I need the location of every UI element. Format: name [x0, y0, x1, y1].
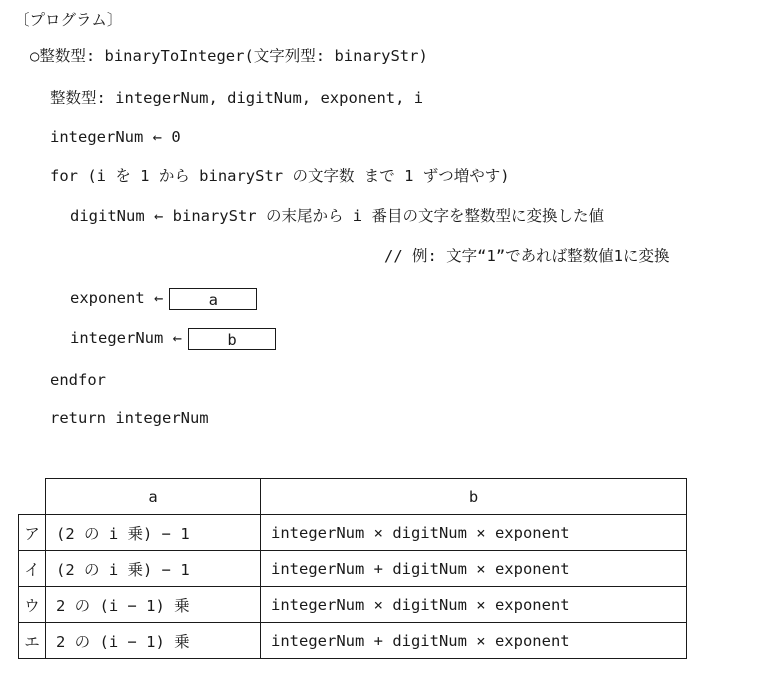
exponent-assign: exponent ← — [70, 289, 164, 307]
table-row — [19, 551, 687, 587]
code-return-line: return integerNum — [50, 409, 209, 427]
code-function-declaration: ○整数型: binaryToInteger(文字列型: binaryStr) — [30, 47, 428, 65]
code-endfor: endfor — [50, 371, 106, 389]
code-integer-line — [70, 326, 276, 350]
table-row — [19, 587, 687, 623]
table-row — [19, 623, 687, 659]
code-init-line: integerNum ← 0 — [50, 128, 181, 146]
choice-b-value: integerNum × digitNum × exponent — [261, 515, 687, 551]
header-a: a — [46, 479, 261, 515]
choice-b-value: integerNum + digitNum × exponent — [261, 623, 687, 659]
blank-b-box: b — [188, 328, 276, 350]
code-digit-line: digitNum ← binaryStr の末尾から i 番目の文字を整数型に変換した値 — [70, 207, 604, 225]
answer-choices-table — [18, 478, 687, 659]
blank-a-box: a — [169, 288, 257, 310]
choice-a-value: (2 の i 乗) − 1 — [46, 515, 261, 551]
code-variable-declaration: 整数型: integerNum, digitNum, exponent, i — [50, 89, 424, 107]
integer-assign: integerNum ← — [70, 329, 182, 347]
choice-b-value: integerNum × digitNum × exponent — [261, 587, 687, 623]
table-row — [19, 515, 687, 551]
program-heading: 〔プログラム〕 — [14, 11, 123, 29]
choice-a-value: 2 の (i − 1) 乗 — [46, 623, 261, 659]
choice-a-value: 2 の (i − 1) 乗 — [46, 587, 261, 623]
choice-label: ア — [19, 515, 46, 551]
choice-label: イ — [19, 551, 46, 587]
choice-label: エ — [19, 623, 46, 659]
table-header-row — [19, 479, 687, 515]
header-corner — [19, 479, 46, 515]
code-comment: // 例: 文字“1”であれば整数値1に変換 — [384, 247, 670, 265]
header-b: b — [261, 479, 687, 515]
choice-a-value: (2 の i 乗) − 1 — [46, 551, 261, 587]
code-exponent-line — [70, 286, 257, 310]
choice-label: ウ — [19, 587, 46, 623]
code-for-line: for (i を 1 から binaryStr の文字数 まで 1 ずつ増やす) — [50, 167, 510, 185]
choice-b-value: integerNum + digitNum × exponent — [261, 551, 687, 587]
